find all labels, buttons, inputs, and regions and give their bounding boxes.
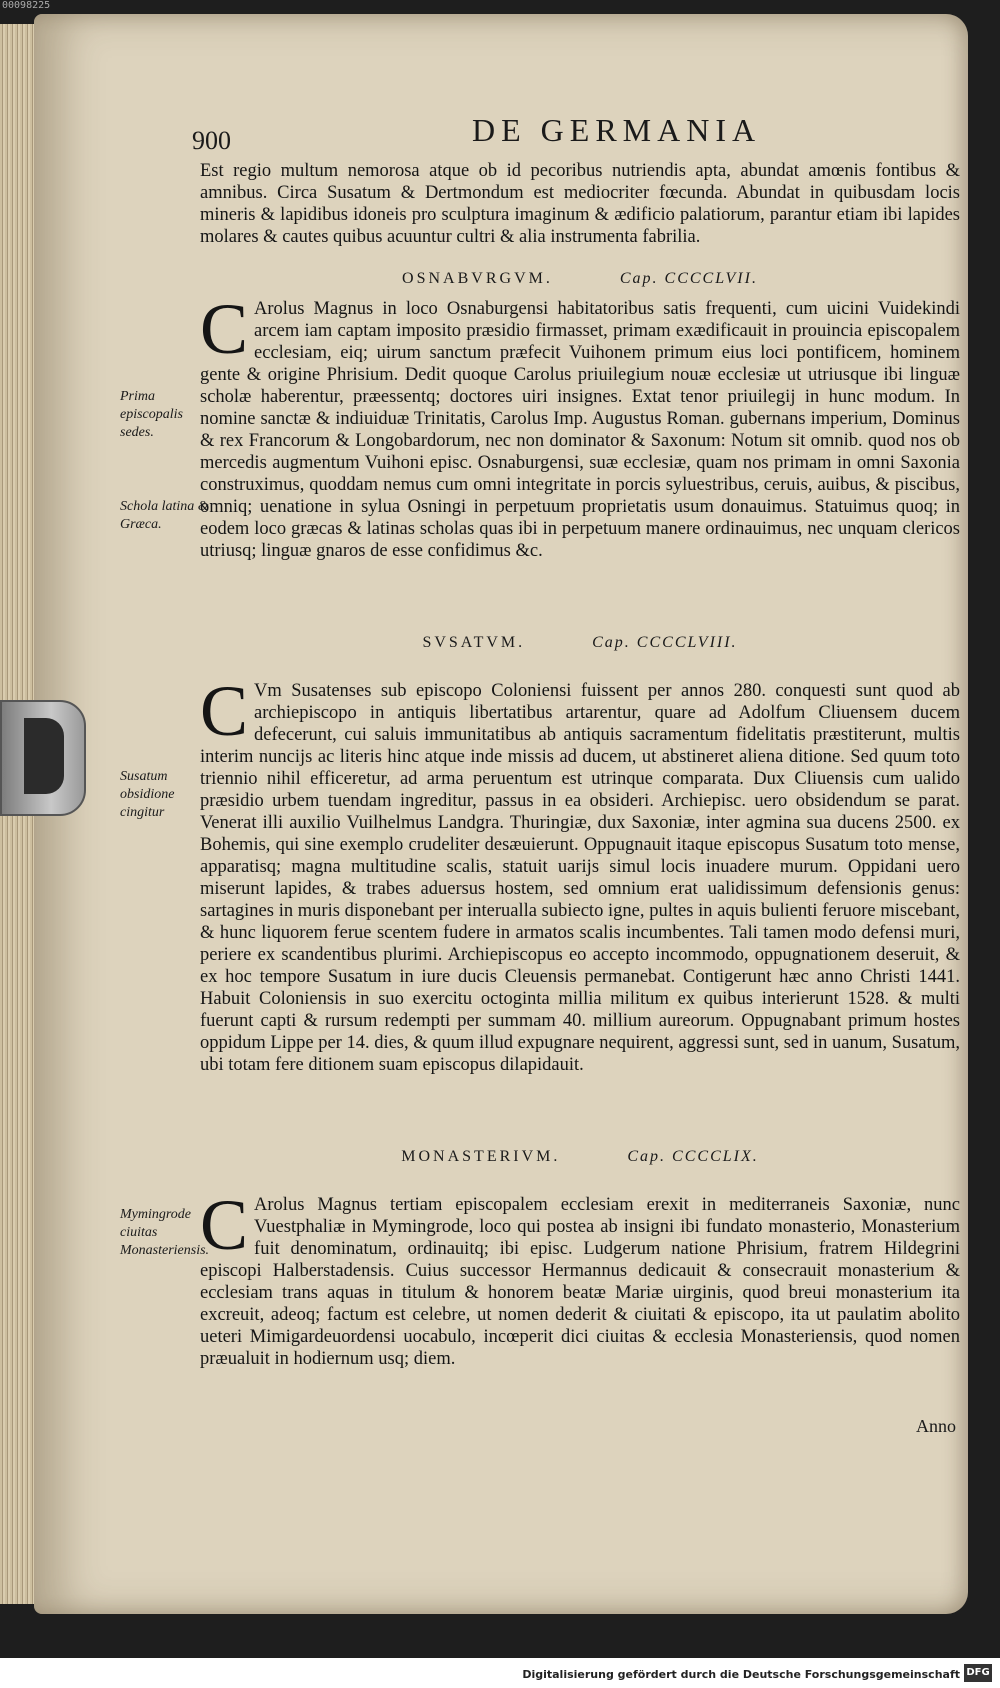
drop-capital: C: [200, 671, 249, 751]
dfg-logo: DFG: [964, 1664, 992, 1682]
section-body-susatum: [200, 671, 960, 1076]
chapter-number: Cap. CCCCLIX.: [627, 1148, 759, 1165]
section-heading-susatum: [200, 634, 960, 652]
bookmark-clip: [0, 700, 86, 816]
section-body-monasterium: [200, 1185, 960, 1370]
section-title: SVSATVM.: [422, 634, 526, 651]
corner-mark: 00098225: [2, 0, 51, 11]
intro-paragraph: Est regio multum nemorosa atque ob id pecoribus nutriendis apta, abundat amœnis fontibus & amnibus. Circa Susatum & Dertmondum est mediocriter fœcunda. Abundat in quibusdam locis mineris & lapidibus idoneis pro sculptura imaginum & ædificio palatiorum, parantur etiam ibi lapides molares & cautes quibus acuuntur cultri & alia instrumenta fabrilia.: [200, 161, 960, 247]
drop-capital: C: [200, 1185, 249, 1265]
catchword: Anno: [916, 1416, 956, 1436]
section-heading-monasterium: [200, 1148, 960, 1166]
page-header: [192, 112, 952, 155]
margin-note-schola: Schola latina & Græca.: [120, 499, 209, 532]
margin-note-susatum: Susatum obsidione cingitur: [120, 769, 175, 820]
margin-note-prima-sedes: Prima episcopalis sedes.: [120, 389, 183, 440]
section-text: Vm Susatenses sub episcopo Coloniensi fuissent per annos 280. conquesti sunt quod ab archiepiscopo in antiquis libertatibus artarentur, quare ad Adolfum Cliuensem ducem defecerunt, cui saluis immunitatibus ab antiquis sacramentum fidelitatis præstiterunt, multis interim nuncijs ac literis hinc atque inde missis ad ducem, ut abstineret aliena ditione. Sed quum toto triennio nihil efficeretur, ad arma peruentum est utrinque comparata. Dux Cliuensis cum ualido præsidio urbem tuendam ingreditur, passus in ea obsideri. Archiepisc. uero obsidendum se parat. Venerat illi auxilio Vuilhelmus Landgra. Thuringiæ, dux Saxoniæ, inter agmina sua ducens 2500. ex Bohemis, qui sine exemplo crudeliter desæuierunt. Oppugnauit itaque episcopus Susatum toto mense, apparatisq; magna multitudine scalis, statuit uarijs simul locis inuadere murum. Oppidani uero miserunt lapides, & trabes aduersus hostem, sed omnium erat ualidissimum defensionis genus: sartagines in muris disponebant per interualla subiecto igne, pultes in aquis bulienti feruore miscebant, & hunc liquorem ferue scentem fudere in armatos scalis incumbentes. Tali tamen modo defensi muri, periere ex scandentibus plurimi. Archiepiscopus eo accepto incommodo, oppugnationem deseruit, & ex hoc tempore Susatum in iure ducis Cleuensis permanebat. Contigerunt hæc anno Christi 1441. Habuit Coloniensis in suo exercitu octoginta millia militum ex quibus interierunt 1528. & multi fuerunt capti & rursum redempti per summam 40. millium aureorum. Oppugnabant primum hostes oppidum Lippe per 14. dies, & quum illud expugnare nequirent, aggressi sunt, sed in uanum, Susatum, ubi totam fere ditionem suam episcopus dilapidauit.: [200, 681, 960, 1075]
running-title: DE GERMANIA: [472, 112, 762, 148]
chapter-number: Cap. CCCCLVII.: [619, 270, 758, 287]
drop-capital: C: [200, 289, 249, 369]
section-text: Arolus Magnus in loco Osnaburgensi habitatoribus satis frequenti, cum uicini Vuidekindi arcem iam captam imposito præsidio firmasset, primam exædificauit in prouincia episcopalem ecclesiam, eiq; uirum sanctum præfecit Vuihonem primum eius loci pontificem, hominem gente & origine Phrisium. Dedit quoque Carolus priuilegium nouæ ecclesiæ ut utriusque ibi linguæ scholæ haberentur, præessentq; doctores uiri insignes. Extat tenor priuilegij in hunc modum. In nomine sanctæ & indiuiduæ Trinitatis, Carolus Imp. Augustus Roman. gubernans imperium, Dominus & rex Francorum & Longobardorum, nec non dominator & Saxonum: Notum sit omnib. quod nos ob mercedis augmentum Vuihoni episc. Osnaburgensi, suæ ecclesiæ, quam nos primam in omni Saxonia construximus, quoddam nemus cum omni integritate in porcis syluestribus, ceruis, auibus, & piscibus, omniq; uenatione in sylua Osningi in perpetuum proprietatis usum donauimus. Statuimus quoq; in eodem loco græcas & latinas scholas quas ibi in perpetuum manere ordinauimus, nec unquam clericos utriusq; linguæ gnaros de esse confidimus &c.: [200, 299, 960, 561]
chapter-number: Cap. CCCCLVIII.: [592, 634, 738, 651]
page-number: 900: [192, 126, 231, 155]
footer-credit: Digitalisierung gefördert durch die Deutsche Forschungsgemeinschaft: [522, 1668, 960, 1681]
section-text: Arolus Magnus tertiam episcopalem ecclesiam erexit in mediterraneis Saxoniæ, nunc Vuestphaliæ in Mymingrode, loco qui postea ab insigni ibi fundato monasterio, Monasterium fuit denominatum, ordinauitq; ibi episc. Ludgerum natione Phrisium, fratrem Hildegrini episcopi Halberstadensis. Cuius successor Hermannus dedicauit & consecrauit monasterium & ecclesiam trans aquas in titulum & honorem beatæ Mariæ uirginis, quod breui monasterium ita excreuit, adeoq; factum est celebre, ut nomen dederit & ciuitati & episcopo, ita ut paulatim abolito ueteri Mimigardeuordensi uocabulo, incœperit dici ciuitas & ecclesia Monasteriensis, quod nomen præualuit in hodiernum usq; diem.: [200, 1195, 960, 1369]
section-title: MONASTERIVM.: [401, 1148, 561, 1165]
section-heading-osnaburgum: [200, 270, 960, 288]
section-body-osnaburgum: [200, 289, 960, 562]
section-title: OSNABVRGVM.: [402, 270, 553, 287]
bookmark-clip-hole: [24, 718, 64, 794]
margin-note-mymingrode: Mymingrode ciuitas Monasteriensis.: [120, 1207, 210, 1258]
